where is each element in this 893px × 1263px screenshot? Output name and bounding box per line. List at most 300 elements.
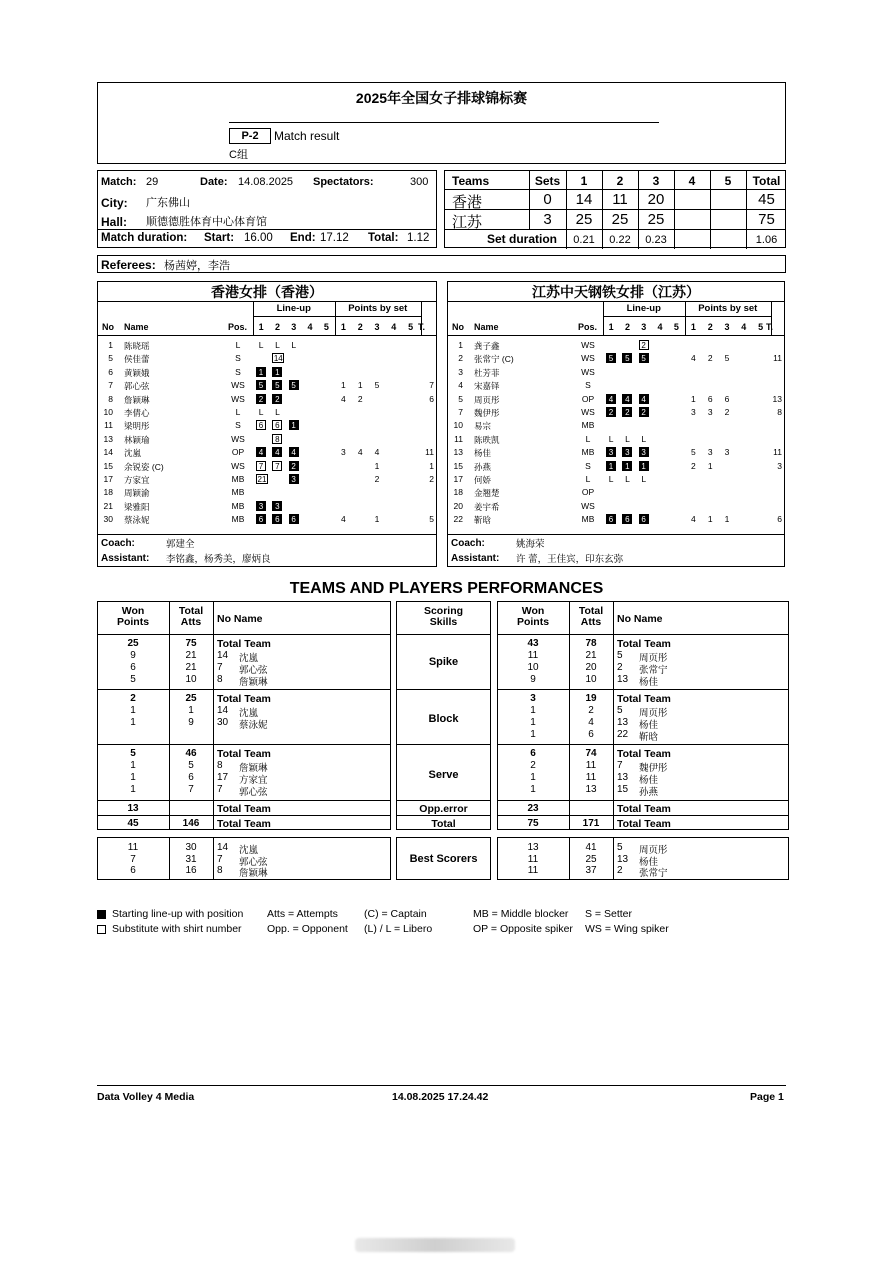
- team-b-perf-spike-won: 11: [527, 650, 539, 661]
- team-a-player-name: 沈嵐: [124, 448, 142, 459]
- team-a-perf-best-number: 14: [217, 842, 229, 853]
- team-a-starting-position-square: 5: [256, 380, 266, 390]
- team-a-player-number: 15: [103, 460, 113, 471]
- team-a-set-2: 11: [612, 191, 628, 208]
- team-b-perf-block-won: 3: [530, 693, 536, 704]
- sets-header: Sets: [534, 174, 561, 188]
- spectators-value: 300: [410, 176, 429, 188]
- team-a-perf-block-won: 2: [130, 693, 136, 704]
- team-b-perf-spike-player-name: 张常宁: [639, 665, 668, 676]
- team-b-perf-spike-player-number: 2: [617, 662, 623, 673]
- team-b-player-position: OP: [581, 487, 595, 498]
- team-a-player-position: MB: [231, 500, 245, 511]
- team-a-starting-position-square: 2: [272, 394, 282, 404]
- team-b-perf-block-atts: 4: [588, 717, 594, 728]
- team-a-substitute-square: 7: [272, 461, 282, 471]
- team-b-set-points: 5: [724, 353, 730, 364]
- team-a-perf-serve-player-number: 17: [217, 772, 229, 783]
- team-b-player-number: 3: [458, 366, 463, 377]
- header-box: [97, 82, 786, 164]
- skill-opperror: Opp.error: [419, 803, 468, 815]
- team-a-lineup-libero: L: [291, 340, 297, 350]
- footer-right: Page 1: [750, 1091, 784, 1103]
- team-a-player-number: 5: [108, 353, 113, 364]
- team-b-starting-position-square: 1: [606, 461, 616, 471]
- team-a-points-col-2: 2: [357, 322, 363, 332]
- team-a-points-col-3: 3: [374, 322, 380, 332]
- team-b-assistant-names: 许 蕾，王佳宾，印东玄弥: [516, 554, 624, 565]
- team-b-t-header: T.: [766, 322, 774, 332]
- duration-label: Match duration:: [101, 232, 188, 244]
- team-a-player-row: [98, 394, 436, 407]
- team-b-starting-position-square: 2: [606, 407, 616, 417]
- team-b-player-row: [448, 407, 784, 420]
- team-b-perf-block-won: 1: [530, 717, 536, 728]
- team-b-points-col-5: 5: [758, 322, 764, 332]
- team-b-player-row: [448, 474, 784, 487]
- team-b-player-total: 6: [777, 514, 782, 525]
- team-b-set-points: 3: [724, 447, 730, 458]
- team-a-perf-spike-player-name: 郭心弦: [239, 665, 268, 676]
- team-b-title: 江苏中天钢铁女排（江苏）: [532, 284, 700, 300]
- team-a-roster: [97, 281, 437, 567]
- team-b-perf-spike-atts: 21: [585, 650, 597, 661]
- team-b-set-points: 1: [707, 460, 713, 471]
- team-a-starting-position-square: 4: [272, 447, 282, 457]
- team-b-player-row: [448, 461, 784, 474]
- team-a-player-position: WS: [231, 460, 245, 471]
- team-a-player-number: 10: [103, 407, 113, 417]
- team-b-perf-best-atts: 41: [585, 842, 597, 853]
- team-b-perf-serve-player-name: 杨佳: [639, 775, 659, 786]
- team-a-player-total: 5: [429, 514, 434, 525]
- teams-header: Teams: [452, 174, 490, 188]
- team-a-perf-spike-player-number: 7: [217, 662, 223, 673]
- team-a-lineup-libero: L: [275, 340, 280, 350]
- team-a-player-total: 7: [429, 380, 434, 391]
- team-a-perf-total-name: Total Team: [217, 818, 271, 830]
- team-b-perf-serve-player-number: 7: [617, 760, 623, 771]
- footer-left: Data Volley 4 Media: [97, 1091, 195, 1103]
- team-b-perf-spike-player-name: Total Team: [617, 638, 671, 650]
- team-a-player-position: L: [235, 340, 241, 350]
- team-b-name: 江苏: [452, 214, 483, 231]
- team-b-sets: 3: [543, 211, 552, 228]
- team-a-title-rule: [98, 301, 436, 302]
- team-b-player-position: MB: [581, 420, 595, 431]
- team-b-set-points: 3: [707, 447, 713, 458]
- team-b-player-name: 陈昳凯: [474, 434, 500, 445]
- team-a-player-row: [98, 420, 436, 433]
- team-b-player-position: OP: [581, 393, 595, 404]
- team-b-set-points: 2: [724, 407, 730, 417]
- team-b-perf-block-player-name: Total Team: [617, 693, 671, 705]
- end-label: End:: [290, 232, 316, 244]
- team-b-perf-serve-won: 2: [530, 760, 536, 771]
- team-b-player-number: 7: [458, 407, 463, 417]
- team-b-perf-noname-header: No Name: [617, 613, 663, 625]
- team-b-perf-atts-header: Total: [578, 605, 604, 617]
- team-a-player-number: 30: [103, 514, 113, 525]
- team-a-lineup-col-3: 3: [291, 322, 297, 332]
- team-b-player-position: S: [585, 460, 591, 471]
- total-header: Total: [752, 174, 781, 188]
- team-a-set-points: 2: [357, 393, 363, 404]
- set-3-header: 3: [652, 174, 660, 188]
- footer-rule: [97, 1085, 786, 1086]
- team-b-player-name: 杜芳菲: [474, 367, 500, 378]
- set-3-duration: 0.23: [645, 234, 667, 246]
- team-b-perf-block-won: 1: [530, 705, 536, 716]
- team-a-perf-spike-player-name: Total Team: [217, 638, 271, 650]
- team-a-perf-spike-won: 25: [127, 638, 139, 649]
- team-b-perf-block-player-name: 靳晗: [639, 732, 659, 743]
- team-b-player-position: WS: [581, 366, 595, 377]
- team-b-perf-spike-player-number: 13: [617, 674, 629, 685]
- team-b-perf-spike-player-name: 杨佳: [639, 677, 659, 688]
- team-a-player-name: 方家宜: [124, 475, 150, 485]
- team-a-set-1: 14: [575, 191, 593, 208]
- team-b-points-col-1: 1: [690, 322, 696, 332]
- team-b-substitute-square: 2: [639, 340, 649, 350]
- start-value: 16.00: [244, 232, 273, 244]
- team-b-player-row: [448, 434, 784, 447]
- team-a-starting-position-square: 6: [256, 514, 266, 524]
- team-b-perf-block-player-number: 22: [617, 729, 629, 740]
- scoring-skills-column: [396, 601, 491, 880]
- team-a-perf-opperror-won: 13: [127, 803, 139, 814]
- team-b-player-position: WS: [581, 353, 595, 364]
- team-a-starting-position-square: 5: [289, 380, 299, 390]
- set-5-header: 5: [724, 174, 732, 188]
- team-b-player-position: WS: [581, 407, 595, 417]
- team-b-perf-serve-won: 6: [530, 748, 536, 759]
- team-a-player-position: L: [235, 407, 241, 417]
- team-a-perf-total-won: 45: [127, 818, 139, 829]
- team-b-perf-spike-atts: 10: [585, 674, 597, 685]
- team-b-player-name: 何娇: [474, 475, 492, 485]
- team-a-player-position: WS: [231, 393, 245, 404]
- team-b-perf-spike-won: 43: [527, 638, 539, 649]
- team-a-points-col-4: 4: [391, 322, 397, 332]
- team-b-perf-spike-won: 10: [527, 662, 539, 673]
- team-a-lineup-libero: L: [275, 407, 280, 417]
- team-a-assistant-label: Assistant:: [101, 553, 150, 564]
- team-a-coach-name: 郭建全: [166, 539, 195, 550]
- team-a-lineup-col-2: 2: [274, 322, 280, 332]
- team-b-player-total: 13: [772, 393, 782, 404]
- team-a-no-header: No: [102, 322, 114, 332]
- team-a-player-position: WS: [231, 433, 245, 444]
- team-b-perf-spike-atts: 78: [585, 638, 597, 649]
- team-a-set-points: 1: [357, 380, 363, 391]
- team-a-perf-spike-won: 5: [130, 674, 136, 685]
- doc-code: P-2: [229, 128, 271, 144]
- team-a-player-position: MB: [231, 487, 245, 498]
- skill-total: Total: [431, 818, 456, 830]
- team-a-perf-serve-won: 5: [130, 748, 136, 759]
- team-a-set-points: 1: [374, 514, 380, 525]
- team-a-player-name: 蔡泳妮: [124, 515, 150, 526]
- team-a-player-name: 梁雅阳: [124, 501, 150, 512]
- team-b-perf-best-number: 13: [617, 853, 629, 865]
- team-b-player-position: WS: [581, 340, 595, 350]
- team-b-player-total: 11: [773, 353, 782, 364]
- team-a-perf-serve-won: 1: [130, 784, 136, 795]
- team-a-perf-spike-atts: 21: [185, 650, 197, 661]
- team-b-player-name: 周页彤: [474, 394, 500, 405]
- team-b-player-total: 8: [777, 407, 782, 417]
- team-a-player-row: [98, 434, 436, 447]
- team-b-set-points: 1: [707, 514, 713, 525]
- total-label: Total:: [368, 232, 399, 244]
- team-b-perf-serve-atts: 11: [585, 772, 597, 783]
- team-a-perf-spike-player-number: 8: [217, 674, 223, 685]
- team-b-set-points: 4: [691, 353, 696, 364]
- team-a-perf-block-player-number: 14: [217, 705, 229, 716]
- legend-s: S = Setter: [585, 908, 632, 920]
- team-b-points-col-2: 2: [707, 322, 713, 332]
- set-duration-label: Set duration: [487, 232, 558, 246]
- legend-libero: (L) / L = Libero: [364, 923, 433, 935]
- team-a-perf-serve-player-name: Total Team: [217, 748, 271, 760]
- team-a-lineup-col-1: 1: [258, 322, 264, 332]
- team-b-performance-table: [497, 601, 789, 880]
- team-b-lineup-col-1: 1: [608, 322, 614, 332]
- team-b-no-header: No: [452, 322, 464, 332]
- team-a-perf-block-won: 1: [130, 705, 136, 716]
- team-a-assistant-names: 李铭鑫，杨秀美，廖炳良: [166, 554, 271, 565]
- team-a-perf-best-atts: 31: [185, 853, 197, 865]
- team-b-player-name: 易宗: [474, 421, 492, 432]
- team-b-starting-position-square: 5: [622, 353, 632, 363]
- team-a-set-points: 3: [341, 447, 346, 458]
- title-underline: [229, 122, 659, 123]
- team-a-substitute-square: 14: [273, 354, 283, 364]
- team-a-player-total: 11: [425, 447, 434, 458]
- team-a-perf-best-name: 詹颖琳: [239, 868, 268, 879]
- team-a-player-position: MB: [231, 474, 245, 484]
- skill-spike: Spike: [428, 656, 459, 668]
- team-b-perf-atts-header-2: Atts: [580, 616, 602, 628]
- team-a-player-position: OP: [231, 447, 245, 458]
- team-b-starting-position-square: 2: [639, 407, 649, 417]
- team-b-perf-serve-atts: 13: [585, 784, 597, 795]
- team-b-total: 75: [758, 211, 775, 228]
- team-a-player-row: [98, 380, 436, 393]
- team-a-perf-atts-header: Total: [178, 605, 204, 617]
- team-b-starting-position-square: 2: [622, 407, 632, 417]
- team-b-perf-best-won: 11: [527, 865, 539, 876]
- team-b-perf-serve-player-number: 13: [617, 772, 629, 783]
- team-b-player-number: 20: [453, 500, 463, 511]
- legend-atts: Atts = Attempts: [267, 908, 338, 920]
- team-a-perf-block-player-number: 30: [217, 717, 229, 728]
- team-a-perf-best-won: 6: [130, 865, 136, 876]
- team-a-perf-serve-atts: 7: [188, 784, 194, 795]
- team-a-player-number: 21: [103, 500, 113, 511]
- team-b-perf-block-player-name: 杨佳: [639, 720, 659, 731]
- team-b-title-rule: [448, 301, 784, 302]
- team-a-player-row: [98, 407, 436, 420]
- watermark-blur: [355, 1238, 515, 1252]
- team-a-perf-block-player-name: Total Team: [217, 693, 271, 705]
- team-a-coach-label: Coach:: [101, 538, 135, 549]
- team-b-player-number: 1: [458, 340, 463, 350]
- team-a-total: 45: [758, 191, 775, 208]
- footer-center: 14.08.2025 17.24.42: [392, 1091, 489, 1103]
- team-b-set-1: 25: [575, 211, 593, 228]
- team-b-player-name: 金翘楚: [474, 488, 500, 499]
- team-b-set-points: 6: [724, 393, 730, 404]
- team-b-perf-best-name: 张常宁: [639, 868, 668, 879]
- team-a-perf-won-header-2: Points: [116, 616, 150, 628]
- team-a-perf-serve-player-number: 7: [217, 784, 223, 795]
- doc-name: Match result: [274, 129, 340, 143]
- team-b-perf-total-name: Total Team: [617, 818, 671, 830]
- team-a-substitute-square: 6: [272, 420, 282, 430]
- legend-substitute: Substitute with shirt number: [112, 923, 242, 935]
- team-b-perf-best-atts: 37: [585, 865, 597, 876]
- team-a-player-name: 林颖瑜: [124, 434, 150, 445]
- legend-ws: WS = Wing spiker: [585, 923, 669, 935]
- team-b-coach-label: Coach:: [451, 538, 485, 549]
- team-b-perf-serve-won: 1: [530, 772, 536, 783]
- team-b-points-header: Points by set: [698, 303, 758, 314]
- team-b-player-row: [448, 487, 784, 500]
- team-a-perf-serve-atts: 5: [188, 760, 194, 771]
- team-a-starting-position-square: 6: [272, 514, 282, 524]
- team-a-starting-position-square: 6: [289, 514, 299, 524]
- team-a-player-row: [98, 501, 436, 514]
- team-a-player-position: WS: [231, 380, 245, 391]
- team-a-player-row: [98, 447, 436, 460]
- set-1-duration: 0.21: [573, 234, 595, 246]
- team-b-player-name: 张常宁 (C): [474, 354, 514, 365]
- team-a-substitute-square: 7: [256, 461, 266, 471]
- team-a-perf-spike-atts: 75: [185, 638, 197, 649]
- team-b-player-number: 18: [453, 487, 463, 498]
- team-b-starting-position-square: 4: [606, 394, 616, 404]
- scoreboard: [444, 170, 786, 248]
- city-value: 广东佛山: [146, 197, 190, 209]
- team-a-substitute-square: 6: [256, 420, 266, 430]
- team-a-set-points: 4: [357, 447, 363, 458]
- team-a-player-row: [98, 353, 436, 366]
- team-a-perf-spike-atts: 10: [185, 674, 197, 685]
- total-value: 1.12: [407, 232, 430, 244]
- team-a-perf-block-player-name: 蔡泳妮: [239, 720, 268, 731]
- skills-header: Scoring: [423, 605, 464, 617]
- team-a-perf-serve-atts: 46: [185, 748, 197, 759]
- team-a-name: 香港: [452, 194, 483, 211]
- team-b-player-number: 17: [453, 474, 463, 484]
- team-b-perf-spike-won: 9: [530, 674, 536, 685]
- team-b-player-row: [448, 514, 784, 527]
- team-b-player-position: WS: [581, 500, 595, 511]
- team-b-player-name: 靳晗: [474, 515, 492, 526]
- team-a-t-header: T.: [418, 322, 426, 332]
- page-title: 2025年全国女子排球锦标赛: [355, 90, 528, 106]
- team-b-name-header: Name: [474, 322, 499, 332]
- referees-box: [97, 255, 786, 273]
- team-b-starting-position-square: 1: [639, 461, 649, 471]
- team-a-player-number: 1: [108, 340, 113, 350]
- team-b-starting-position-square: 4: [639, 394, 649, 404]
- team-b-perf-serve-player-name: 孙燕: [639, 787, 659, 798]
- team-b-perf-spike-atts: 20: [585, 662, 597, 673]
- team-b-perf-block-atts: 2: [588, 705, 594, 716]
- team-a-perf-best-number: 7: [217, 853, 223, 865]
- team-a-set-points: 1: [341, 380, 346, 391]
- team-a-perf-serve-player-number: 8: [217, 760, 223, 771]
- team-b-player-number: 2: [458, 353, 463, 364]
- team-a-starting-position-square: 3: [289, 474, 299, 484]
- legend-mb: MB = Middle blocker: [473, 908, 569, 920]
- team-b-set-points: 3: [707, 407, 713, 417]
- team-a-perf-serve-atts: 6: [188, 772, 194, 783]
- set-2-duration: 0.22: [609, 234, 631, 246]
- starting-square-icon: [97, 910, 106, 919]
- team-a-sets: 0: [543, 191, 552, 208]
- team-b-lineup-col-3: 3: [641, 322, 647, 332]
- team-b-perf-block-player-number: 5: [617, 705, 623, 716]
- team-a-player-name: 周颖渝: [124, 488, 150, 499]
- team-b-perf-best-name: 周页彤: [639, 845, 668, 856]
- team-a-points-header: Points by set: [348, 303, 408, 314]
- team-b-player-name: 龚子鑫: [474, 341, 500, 351]
- team-a-player-name: 詹颖琳: [124, 394, 150, 405]
- team-b-perf-total-won: 75: [527, 818, 539, 829]
- team-b-player-row: [448, 447, 784, 460]
- team-a-player-number: 6: [108, 366, 113, 377]
- team-a-set-points: 5: [374, 380, 380, 391]
- team-b-player-number: 5: [458, 393, 463, 404]
- team-a-title: 香港女排（香港）: [211, 284, 323, 300]
- team-b-perf-won-header: Won: [521, 605, 545, 617]
- team-a-set-3: 20: [647, 191, 665, 208]
- legend-opp: Opp. = Opponent: [267, 923, 348, 935]
- team-b-perf-block-player-number: 13: [617, 717, 629, 728]
- team-a-lineup-libero: L: [258, 340, 264, 350]
- team-a-starting-position-square: 2: [256, 394, 266, 404]
- team-a-perf-best-atts: 16: [185, 865, 197, 876]
- date-value: 14.08.2025: [238, 176, 294, 188]
- team-a-perf-block-player-name: 沈嵐: [239, 708, 259, 719]
- team-a-player-name: 陈晓瑶: [124, 341, 150, 351]
- team-a-player-total: 1: [429, 460, 434, 471]
- team-b-player-name: 魏伊彤: [474, 408, 500, 418]
- team-b-perf-opperror-won: 23: [527, 803, 539, 814]
- team-b-player-position: MB: [581, 514, 595, 525]
- team-a-lineup-libero: L: [258, 407, 264, 417]
- team-b-player-name: 宋嘉铎: [474, 381, 500, 392]
- referees-label: Referees:: [101, 258, 156, 272]
- team-a-perf-total-atts: 146: [182, 818, 200, 829]
- skills-header-2: Skills: [429, 616, 458, 628]
- team-a-perf-spike-won: 9: [130, 650, 136, 661]
- team-a-player-name: 郭心弦: [124, 381, 150, 392]
- team-a-set-points: 4: [341, 514, 346, 525]
- match-number: 29: [146, 176, 159, 188]
- team-a-player-name: 余锐姿 (C): [124, 461, 164, 472]
- team-b-player-row: [448, 380, 784, 393]
- team-b-lineup-libero: L: [608, 433, 614, 444]
- team-b-perf-spike-player-number: 5: [617, 650, 623, 661]
- team-a-perf-block-atts: 9: [188, 717, 194, 728]
- team-a-player-row: [98, 461, 436, 474]
- set-2-header: 2: [616, 174, 624, 188]
